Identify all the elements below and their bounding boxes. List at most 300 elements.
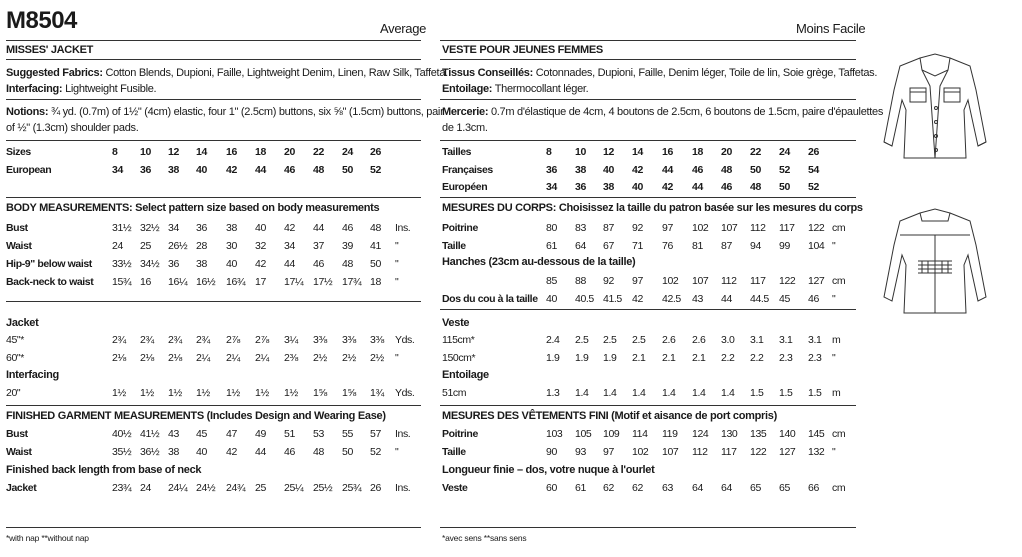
unit-label: " xyxy=(395,276,399,288)
table-cell: 8 xyxy=(112,146,118,158)
table-cell: 66 xyxy=(808,482,819,494)
table-cell: 52 xyxy=(779,164,790,176)
table-cell: 25 xyxy=(255,482,266,494)
table-cell: 48 xyxy=(342,258,353,270)
table-cell: 49 xyxy=(255,428,266,440)
table-cell: 12 xyxy=(603,146,614,158)
table-cell: 122 xyxy=(779,275,796,287)
table-cell: 71 xyxy=(632,240,643,252)
table-cell: 44.5 xyxy=(750,293,769,305)
table-cell: 64 xyxy=(721,482,732,494)
table-cell: 2¾ xyxy=(140,334,154,346)
table-cell: 43 xyxy=(692,293,703,305)
divider xyxy=(440,309,856,310)
interfacing-heading: Interfacing xyxy=(6,369,59,381)
table-cell: 40½ xyxy=(112,428,132,440)
table-cell: 46 xyxy=(808,293,819,305)
table-cell: 1.5 xyxy=(779,387,793,399)
table-cell: 2⅛ xyxy=(168,352,182,364)
table-cell: 1.3 xyxy=(546,387,560,399)
table-cell: 28 xyxy=(196,240,207,252)
table-cell: 63 xyxy=(662,482,673,494)
finished-heading: FINISHED GARMENT MEASUREMENTS (Includes Design and Wearing Ease) xyxy=(6,410,386,422)
table-cell: 24 xyxy=(112,240,123,252)
table-cell: 107 xyxy=(721,222,738,234)
table-cell: 26 xyxy=(370,146,381,158)
table-cell: 2⅛ xyxy=(112,352,126,364)
table-cell: 2½ xyxy=(313,352,327,364)
divider xyxy=(6,197,421,198)
unit-label: cm xyxy=(832,275,846,287)
veste-heading: Veste xyxy=(442,317,470,329)
unit-label: m xyxy=(832,334,841,346)
row-label: Waist xyxy=(6,446,32,458)
unit-label: " xyxy=(832,240,836,252)
row-label: 60"* xyxy=(6,352,24,364)
table-cell: 2⅞ xyxy=(226,334,240,346)
table-cell: 48 xyxy=(721,164,732,176)
row-label: European xyxy=(6,164,52,176)
row-label: Back-neck to waist xyxy=(6,276,94,288)
interfacing-line-fr xyxy=(442,82,588,96)
table-cell: 2.6 xyxy=(692,334,706,346)
table-cell: 102 xyxy=(692,222,709,234)
unit-label: " xyxy=(832,293,836,305)
table-cell: 16 xyxy=(226,146,237,158)
table-cell: 2.1 xyxy=(662,352,676,364)
table-cell: 14 xyxy=(196,146,207,158)
row-label: Veste xyxy=(442,482,468,494)
table-cell: 135 xyxy=(750,428,767,440)
table-cell: 36 xyxy=(196,222,207,234)
footnote-fr: *avec sens **sans sens xyxy=(442,533,527,543)
table-cell: 41.5 xyxy=(603,293,622,305)
table-cell: 112 xyxy=(692,446,708,458)
interfacing-text: Lightweight Fusible. xyxy=(65,83,157,95)
table-cell: 25¾ xyxy=(342,482,362,494)
table-cell: 85 xyxy=(546,275,557,287)
body-measurements-heading: BODY MEASUREMENTS: Select pattern size based on body measurements xyxy=(6,202,380,214)
notions-label-fr: Mercerie: xyxy=(442,106,489,118)
table-cell: 104 xyxy=(808,240,825,252)
table-cell: 25¼ xyxy=(284,482,304,494)
table-cell: 97 xyxy=(632,275,643,287)
table-cell: 81 xyxy=(692,240,703,252)
table-cell: 44 xyxy=(692,181,703,193)
notions-line-2: of ½" (1.3cm) shoulder pads. xyxy=(6,122,139,134)
table-cell: 52 xyxy=(370,164,381,176)
table-cell: 107 xyxy=(662,446,679,458)
notions-text-fr: 0.7m d'élastique de 4cm, 4 boutons de 2.5cm, 6 boutons de 1.5cm, paire d'épaulettes xyxy=(490,106,884,118)
table-cell: 2¼ xyxy=(196,352,210,364)
table-cell: 36 xyxy=(140,164,151,176)
table-cell: 1.4 xyxy=(662,387,676,399)
interfacing-text-fr: Thermocollant léger. xyxy=(494,83,589,95)
table-cell: 40 xyxy=(632,181,643,193)
table-cell: 42 xyxy=(284,222,295,234)
table-cell: 44 xyxy=(255,446,266,458)
table-cell: 52 xyxy=(370,446,381,458)
table-cell: 92 xyxy=(603,275,614,287)
table-cell: 1.4 xyxy=(603,387,617,399)
table-cell: 1½ xyxy=(284,387,298,399)
interfacing-label: Interfacing: xyxy=(6,83,63,95)
table-cell: 2½ xyxy=(342,352,356,364)
table-cell: 62 xyxy=(632,482,643,494)
table-cell: 1.5 xyxy=(750,387,764,399)
fabrics-line-fr xyxy=(442,66,877,80)
table-cell: 17 xyxy=(255,276,266,288)
table-cell: 90 xyxy=(546,446,557,458)
row-label: Sizes xyxy=(6,146,31,158)
table-cell: 41½ xyxy=(140,428,160,440)
unit-label: m xyxy=(832,387,841,399)
table-cell: 2¼ xyxy=(255,352,269,364)
table-cell: 40 xyxy=(226,258,237,270)
table-cell: 12 xyxy=(168,146,179,158)
table-cell: 16¾ xyxy=(226,276,246,288)
divider xyxy=(6,527,421,528)
table-cell: 42 xyxy=(226,164,237,176)
table-cell: 103 xyxy=(546,428,563,440)
table-cell: 41 xyxy=(370,240,381,252)
table-cell: 1⅝ xyxy=(313,387,327,399)
table-cell: 50 xyxy=(342,446,353,458)
table-cell: 36 xyxy=(168,258,179,270)
table-cell: 1.4 xyxy=(575,387,589,399)
table-cell: 25 xyxy=(140,240,151,252)
table-cell: 117 xyxy=(779,222,795,234)
divider xyxy=(6,40,421,41)
table-cell: 130 xyxy=(721,428,738,440)
table-cell: 105 xyxy=(575,428,592,440)
table-cell: 34 xyxy=(284,240,295,252)
table-cell: 127 xyxy=(808,275,825,287)
table-cell: 3⅜ xyxy=(313,334,327,346)
table-cell: 38 xyxy=(168,164,179,176)
divider xyxy=(440,140,856,141)
table-cell: 1.9 xyxy=(575,352,589,364)
unit-label: " xyxy=(832,446,836,458)
table-cell: 1.9 xyxy=(546,352,560,364)
table-cell: 40 xyxy=(603,164,614,176)
row-label: Européen xyxy=(442,181,488,193)
unit-label: " xyxy=(395,240,399,252)
table-cell: 65 xyxy=(750,482,761,494)
table-cell: 26 xyxy=(808,146,819,158)
table-cell: 119 xyxy=(662,428,678,440)
table-cell: 46 xyxy=(721,181,732,193)
table-cell: 34 xyxy=(112,164,123,176)
table-cell: 48 xyxy=(313,164,324,176)
table-cell: 97 xyxy=(662,222,673,234)
table-cell: 2.2 xyxy=(750,352,764,364)
table-cell: 43 xyxy=(168,428,179,440)
table-cell: 117 xyxy=(750,275,766,287)
footnote: *with nap **without nap xyxy=(6,533,89,543)
table-cell: 3⅜ xyxy=(342,334,356,346)
table-cell: 87 xyxy=(721,240,732,252)
table-cell: 2⅜ xyxy=(284,352,298,364)
table-cell: 42 xyxy=(226,446,237,458)
table-cell: 22 xyxy=(750,146,761,158)
row-label: Waist xyxy=(6,240,32,252)
table-cell: 93 xyxy=(575,446,586,458)
table-cell: 45 xyxy=(196,428,207,440)
table-cell: 1.4 xyxy=(692,387,706,399)
row-label: Poitrine xyxy=(442,222,478,234)
row-label: 150cm* xyxy=(442,352,476,364)
table-cell: 109 xyxy=(603,428,620,440)
table-cell: 61 xyxy=(575,482,586,494)
longueur-heading: Longueur finie – dos, votre nuque à l'ourlet xyxy=(442,464,655,476)
table-cell: 54 xyxy=(808,164,819,176)
divider xyxy=(6,140,421,141)
table-cell: 16½ xyxy=(196,276,216,288)
row-label: Dos du cou à la taille xyxy=(442,293,538,305)
table-cell: 117 xyxy=(721,446,737,458)
table-cell: 1⅝ xyxy=(342,387,356,399)
table-cell: 38 xyxy=(226,222,237,234)
fabrics-text: Cotton Blends, Dupioni, Faille, Lightweight Denim, Linen, Raw Silk, Taffeta. xyxy=(105,67,448,79)
table-cell: 10 xyxy=(575,146,586,158)
notions-label: Notions: xyxy=(6,106,49,118)
table-cell: 97 xyxy=(603,446,614,458)
table-cell: 42 xyxy=(632,293,643,305)
interfacing-line xyxy=(6,82,156,96)
table-cell: 3.0 xyxy=(721,334,735,346)
table-cell: 48 xyxy=(313,446,324,458)
table-cell: 16 xyxy=(662,146,673,158)
row-label: 20" xyxy=(6,387,21,399)
table-cell: 80 xyxy=(546,222,557,234)
table-cell: 112 xyxy=(721,275,737,287)
unit-label: Ins. xyxy=(395,428,411,440)
table-cell: 36 xyxy=(546,164,557,176)
table-cell: 1½ xyxy=(226,387,240,399)
unit-label: " xyxy=(395,352,399,364)
interfacing-label-fr: Entoilage: xyxy=(442,83,493,95)
table-cell: 1½ xyxy=(255,387,269,399)
table-cell: 1½ xyxy=(196,387,210,399)
table-cell: 24 xyxy=(140,482,151,494)
table-cell: 14 xyxy=(632,146,643,158)
hanches-heading: Hanches (23cm au-dessous de la taille) xyxy=(442,256,636,268)
unit-label: " xyxy=(395,258,399,270)
difficulty-level-fr: Moins Facile xyxy=(796,21,866,36)
table-cell: 114 xyxy=(632,428,648,440)
unit-label: cm xyxy=(832,428,846,440)
table-cell: 44 xyxy=(255,164,266,176)
table-cell: 122 xyxy=(750,446,767,458)
unit-label: " xyxy=(395,446,399,458)
divider xyxy=(440,527,856,528)
table-cell: 40.5 xyxy=(575,293,594,305)
table-cell: 33½ xyxy=(112,258,132,270)
table-cell: 1.4 xyxy=(632,387,646,399)
table-cell: 18 xyxy=(370,276,381,288)
table-cell: 127 xyxy=(779,446,796,458)
table-cell: 1½ xyxy=(168,387,182,399)
row-label: Poitrine xyxy=(442,428,478,440)
table-cell: 46 xyxy=(284,164,295,176)
table-cell: 34 xyxy=(546,181,557,193)
jacket-back-drawing xyxy=(870,205,1000,320)
row-label: Taille xyxy=(442,240,466,252)
table-cell: 48 xyxy=(750,181,761,193)
table-cell: 112 xyxy=(750,222,766,234)
table-cell: 94 xyxy=(750,240,761,252)
table-cell: 44 xyxy=(284,258,295,270)
table-cell: 2.1 xyxy=(632,352,646,364)
table-cell: 76 xyxy=(662,240,673,252)
table-cell: 18 xyxy=(255,146,266,158)
unit-label: cm xyxy=(832,482,846,494)
table-cell: 53 xyxy=(313,428,324,440)
row-label: Jacket xyxy=(6,482,37,494)
section-title: MISSES' JACKET xyxy=(6,44,94,56)
table-cell: 40 xyxy=(196,446,207,458)
table-cell: 15¾ xyxy=(112,276,132,288)
table-cell: 3.1 xyxy=(750,334,764,346)
table-cell: 50 xyxy=(342,164,353,176)
table-cell: 140 xyxy=(779,428,796,440)
divider xyxy=(440,405,856,406)
divider xyxy=(440,99,856,100)
divider xyxy=(440,59,856,60)
table-cell: 92 xyxy=(632,222,643,234)
table-cell: 3¼ xyxy=(284,334,298,346)
table-cell: 61 xyxy=(546,240,557,252)
table-cell: 34½ xyxy=(140,258,160,270)
table-cell: 44 xyxy=(721,293,732,305)
table-cell: 17¼ xyxy=(284,276,304,288)
table-cell: 67 xyxy=(603,240,614,252)
table-cell: 65 xyxy=(779,482,790,494)
table-cell: 2.3 xyxy=(808,352,822,364)
notions-text: ¾ yd. (0.7m) of 1½" (4cm) elastic, four 1" (2.5cm) buttons, six ⅝" (1.5cm) buttons, pair xyxy=(50,106,444,118)
table-cell: 2.5 xyxy=(603,334,617,346)
unit-label: Ins. xyxy=(395,482,411,494)
row-label: Bust xyxy=(6,428,28,440)
table-cell: 38 xyxy=(168,446,179,458)
fabrics-label: Suggested Fabrics: xyxy=(6,67,103,79)
table-cell: 26 xyxy=(370,482,381,494)
unit-label: Ins. xyxy=(395,222,411,234)
table-cell: 2¼ xyxy=(226,352,240,364)
table-cell: 102 xyxy=(662,275,679,287)
table-cell: 25½ xyxy=(313,482,333,494)
unit-label: Yds. xyxy=(395,387,415,399)
table-cell: 44 xyxy=(313,222,324,234)
table-cell: 2¾ xyxy=(112,334,126,346)
table-cell: 102 xyxy=(632,446,649,458)
table-cell: 42 xyxy=(255,258,266,270)
table-cell: 1¾ xyxy=(370,387,384,399)
row-label: 51cm xyxy=(442,387,467,399)
table-cell: 3.1 xyxy=(779,334,793,346)
table-cell: 87 xyxy=(603,222,614,234)
body-heading-fr: MESURES DU CORPS: Choisissez la taille du patron basée sur les mesures du corps xyxy=(442,202,863,214)
jacket-heading: Jacket xyxy=(6,317,39,329)
table-cell: 83 xyxy=(575,222,586,234)
table-cell: 35½ xyxy=(112,446,132,458)
table-cell: 36½ xyxy=(140,446,160,458)
table-cell: 47 xyxy=(226,428,237,440)
notions-line-fr xyxy=(442,105,883,119)
table-cell: 122 xyxy=(808,222,825,234)
table-cell: 2.5 xyxy=(575,334,589,346)
table-cell: 2.5 xyxy=(632,334,646,346)
notions-line xyxy=(6,105,443,119)
unit-label: Yds. xyxy=(395,334,415,346)
table-cell: 3⅜ xyxy=(370,334,384,346)
table-cell: 1.5 xyxy=(808,387,822,399)
table-cell: 2⅛ xyxy=(140,352,154,364)
table-cell: 52 xyxy=(808,181,819,193)
pattern-code: M8504 xyxy=(6,7,77,34)
table-cell: 62 xyxy=(603,482,614,494)
divider xyxy=(440,40,856,41)
table-cell: 124 xyxy=(692,428,709,440)
table-cell: 51 xyxy=(284,428,295,440)
row-label: 45"* xyxy=(6,334,24,346)
entoilage-heading: Entoilage xyxy=(442,369,489,381)
table-cell: 20 xyxy=(284,146,295,158)
section-title-fr: VESTE POUR JEUNES FEMMES xyxy=(442,44,603,56)
table-cell: 10 xyxy=(140,146,151,158)
difficulty-level: Average xyxy=(380,21,427,36)
back-length-heading: Finished back length from base of neck xyxy=(6,464,202,476)
table-cell: 37 xyxy=(313,240,324,252)
table-cell: 2.4 xyxy=(546,334,560,346)
table-cell: 2.1 xyxy=(692,352,706,364)
table-cell: 17¾ xyxy=(342,276,362,288)
table-cell: 23¾ xyxy=(112,482,132,494)
finished-heading-fr: MESURES DES VÊTEMENTS FINI (Motif et aisance de port compris) xyxy=(442,410,777,422)
jacket-front-drawing xyxy=(870,50,1000,165)
row-label: Tailles xyxy=(442,146,472,158)
table-cell: 45 xyxy=(779,293,790,305)
table-cell: 60 xyxy=(546,482,557,494)
table-cell: 16 xyxy=(140,276,151,288)
table-cell: 42 xyxy=(632,164,643,176)
row-label: 115cm* xyxy=(442,334,475,346)
row-label: Françaises xyxy=(442,164,493,176)
table-cell: 17½ xyxy=(313,276,333,288)
table-cell: 88 xyxy=(575,275,586,287)
divider xyxy=(6,405,421,406)
table-cell: 26½ xyxy=(168,240,188,252)
table-cell: 1.4 xyxy=(721,387,735,399)
unit-label: cm xyxy=(832,222,846,234)
table-cell: 2¾ xyxy=(196,334,210,346)
table-cell: 55 xyxy=(342,428,353,440)
table-cell: 50 xyxy=(750,164,761,176)
table-cell: 46 xyxy=(342,222,353,234)
fabrics-line xyxy=(6,66,448,80)
table-cell: 24½ xyxy=(196,482,216,494)
fabrics-text-fr: Cotonnades, Dupioni, Faille, Denim léger, Toile de lin, Soie grège, Taffetas. xyxy=(535,67,878,79)
unit-label: " xyxy=(832,352,836,364)
table-cell: 48 xyxy=(370,222,381,234)
table-cell: 38 xyxy=(575,164,586,176)
fabrics-label-fr: Tissus Conseillés: xyxy=(442,67,533,79)
table-cell: 50 xyxy=(779,181,790,193)
table-cell: 39 xyxy=(342,240,353,252)
table-cell: 24¾ xyxy=(226,482,246,494)
row-label: Bust xyxy=(6,222,28,234)
